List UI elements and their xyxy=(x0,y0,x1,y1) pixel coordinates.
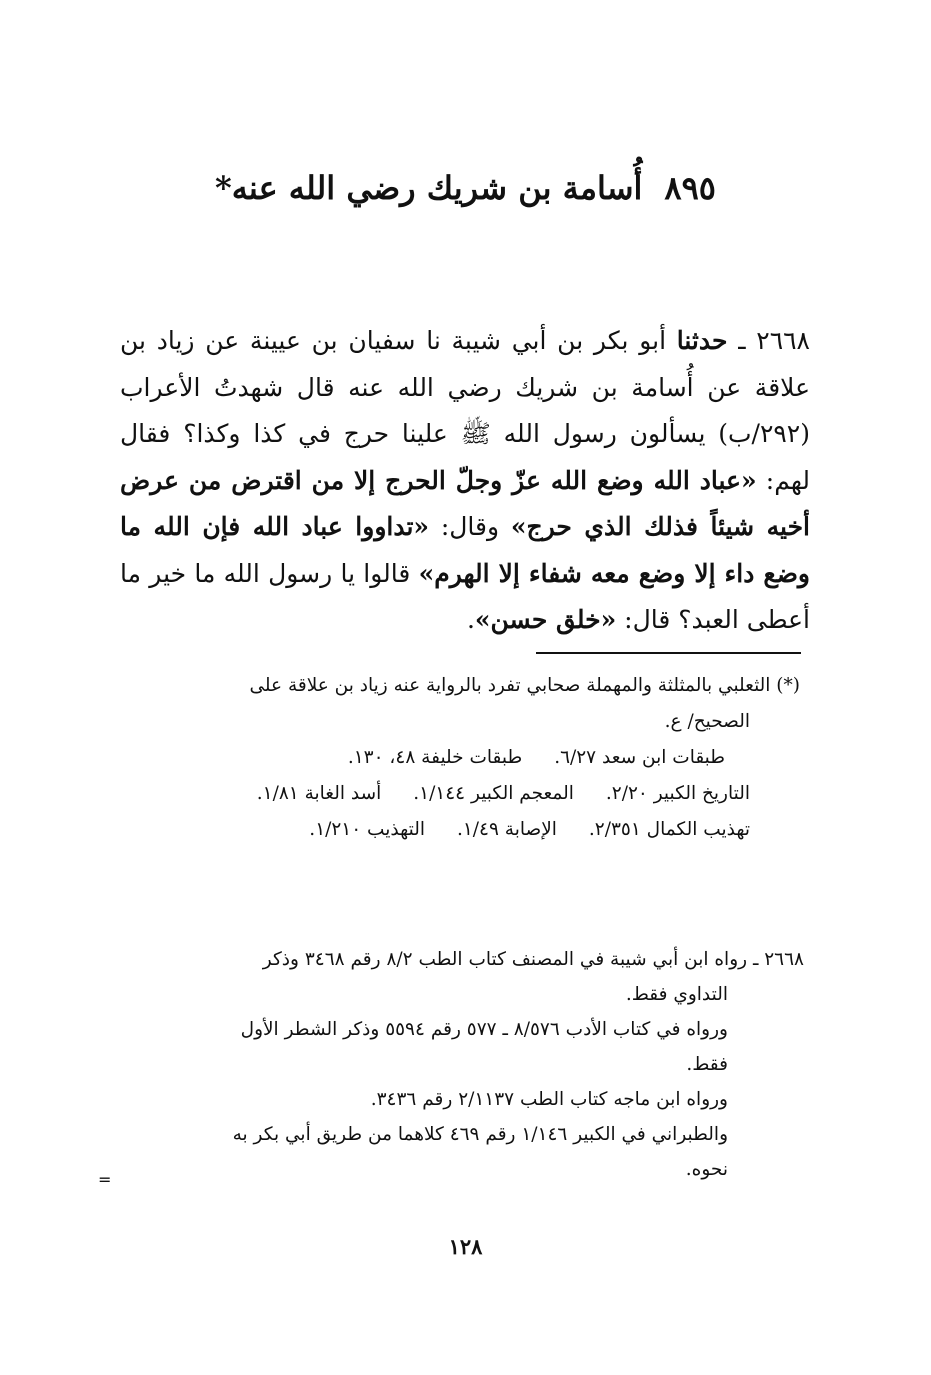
takhrij-line: ورواه في كتاب الأدب ٨/٥٧٦ ـ ٥٧٧ رقم ٥٥٩٤ وذكر الشطر الأول xyxy=(240,1019,728,1040)
bio-sources-line xyxy=(120,812,800,848)
takhrij-line: نحوه. xyxy=(685,1159,728,1180)
takhrij-line: ورواه ابن ماجه كتاب الطب ٢/١١٣٧ رقم ٣٤٣٦. xyxy=(370,1089,728,1110)
hadith-text xyxy=(120,318,810,644)
bio-source: التهذيب ١/٢١٠. xyxy=(309,819,425,840)
hadith-quote-1: «عباد الله وضع الله عزّ وجلّ الحرج إلا من اقترض من عرض أخيه شيئاً فذلك الذي حرج» xyxy=(120,465,810,541)
hadith-end: . xyxy=(466,605,475,634)
bio-source: أسد الغابة ١/٨١. xyxy=(256,783,382,804)
hadith-connector-2: قالوا يا رسول الله ما خير ما أعطى العبد؟ قال: xyxy=(120,558,810,634)
bio-source: المعجم الكبير ١/١٤٤. xyxy=(413,783,574,804)
chapter-heading xyxy=(0,166,931,210)
takhrij-line: التداوي فقط. xyxy=(625,984,728,1005)
hadith-quote-3: «خلق حسن» xyxy=(474,605,617,634)
hadith-chain: أبو بكر بن أبي شيبة نا سفيان بن عيينة عن زياد بن علاقة عن أُسامة بن شريك رضي الله عنه قال شهدتُ الأعراب (٢٩٢/ب) يسألون رسول الله ﷺ علينا حرج في كذا وكذا؟ فقال لهم: xyxy=(120,326,810,495)
bio-source: طبقات خليفة ٤٨، ١٣٠. xyxy=(347,747,523,768)
chapter-title: أُسامة بن شريك رضي الله عنه* xyxy=(215,169,643,207)
biography-footnote xyxy=(120,668,800,848)
page-number: ١٢٨ xyxy=(448,1234,483,1259)
chapter-number: ٨٩٥ xyxy=(664,169,716,207)
takhrij-line: فقط. xyxy=(686,1054,728,1075)
continuation-mark: = xyxy=(98,1170,112,1189)
bio-source: الإصابة ١/٤٩. xyxy=(456,819,557,840)
bio-source: طبقات ابن سعد ٦/٢٧. xyxy=(554,747,725,768)
takhrij-line: ٢٦٦٨ ـ رواه ابن أبي شيبة في المصنف كتاب الطب ٨/٢ رقم ٣٤٦٨ وذكر xyxy=(262,949,804,970)
hadith-lead-word: حدثنا xyxy=(676,326,728,355)
bio-source: التاريخ الكبير ٢/٢٠. xyxy=(605,783,750,804)
bio-source: تهذيب الكمال ٢/٣٥١. xyxy=(588,819,750,840)
takhrij-footnote xyxy=(120,942,804,1187)
bio-line: الصحيح/ ع. xyxy=(664,711,750,732)
footnote-divider xyxy=(536,652,801,654)
hadith-connector-1: وقال: xyxy=(429,512,511,541)
bio-sources-line xyxy=(120,740,800,776)
hadith-number: ٢٦٦٨ ـ xyxy=(738,326,810,355)
takhrij-line: والطبراني في الكبير ١/١٤٦ رقم ٤٦٩ كلاهما من طريق أبي بكر به xyxy=(232,1124,728,1145)
hadith-quote-2: «تداووا عباد الله فإن الله ما وضع داء إلا وضع معه شفاء إلا الهرم» xyxy=(120,512,810,588)
bio-line: (*) الثعلبي بالمثلثة والمهملة صحابي تفرد بالرواية عنه زياد بن علاقة على xyxy=(249,675,800,696)
bio-sources-line xyxy=(120,776,800,812)
